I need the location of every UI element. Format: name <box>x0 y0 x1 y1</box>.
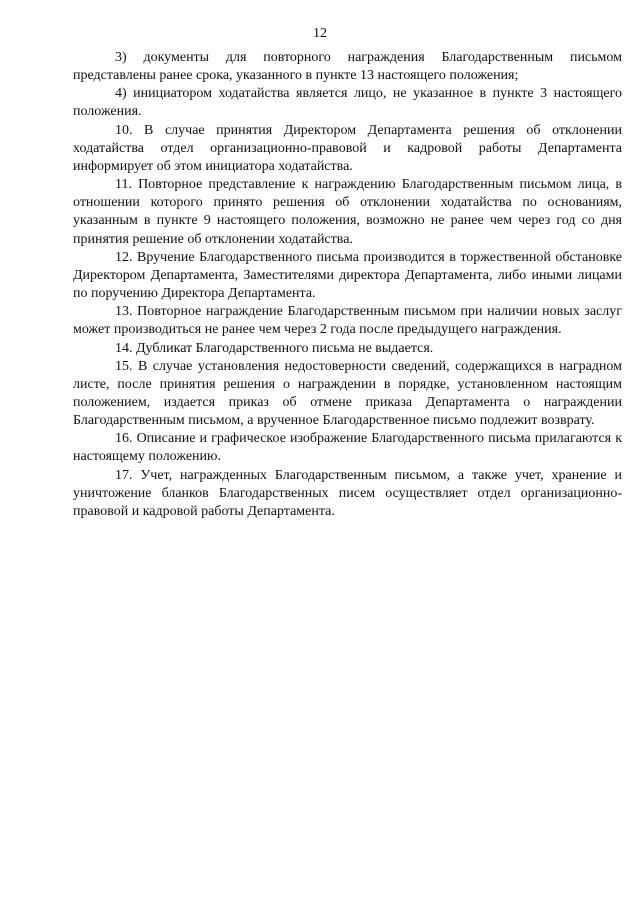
paragraph-16: 16. Описание и графическое изображение Благодарственного письма прилагаются к настоящему положению. <box>73 431 622 465</box>
paragraph-12: 12. Вручение Благодарственного письма производится в торжественной обстановке Директором Департамента, Заместителями директора Департамента, либо иными лицами по поручению Директора Департамента. <box>73 249 622 302</box>
paragraph-14: 14. Дубликат Благодарственного письма не выдается. <box>115 340 434 356</box>
paragraph-15: 15. В случае установления недостоверности сведений, содержащихся в наградном листе, после принятия решения о награждении в порядке, установленном настоящим положением, издается приказ об отмене приказа Департамента о награждении Благодарственным письмом, а врученное Благодарственное письмо подлежит возврату. <box>73 358 622 429</box>
document-body <box>73 49 622 521</box>
paragraph-10: 10. В случае принятия Директором Департамента решения об отклонении ходатайства отдел организационно-правовой и кадровой работы Департамента информирует об этом инициатора ходатайства. <box>73 122 622 174</box>
paragraph-item-4: 4) инициатором ходатайства является лицо, не указанное в пункте 3 настоящего положения. <box>73 86 622 120</box>
paragraph-17: 17. Учет, награжденных Благодарственным письмом, а также учет, хранение и уничтожение бланков Благодарственных писем осуществляет отдел организационно-правовой и кадровой работы Департамента. <box>73 467 622 519</box>
paragraph-item-3: 3) документы для повторного награждения Благодарственным письмом представлены ранее срока, указанного в пункте 13 настоящего положения; <box>73 50 622 84</box>
paragraph-11: 11. Повторное представление к награждению Благодарственным письмом лица, в отношении которого принято решения об отклонении ходатайства по основаниям, указанным в пункте 9 настоящего положения, возможно не ранее чем через год со дня принятия решение об отклонении ходатайства. <box>73 177 622 247</box>
paragraph-13: 13. Повторное награждение Благодарственным письмом при наличии новых заслуг может производиться не ранее чем через 2 года после предыдущего награждения. <box>73 304 622 338</box>
page-number: 12 <box>313 26 327 41</box>
